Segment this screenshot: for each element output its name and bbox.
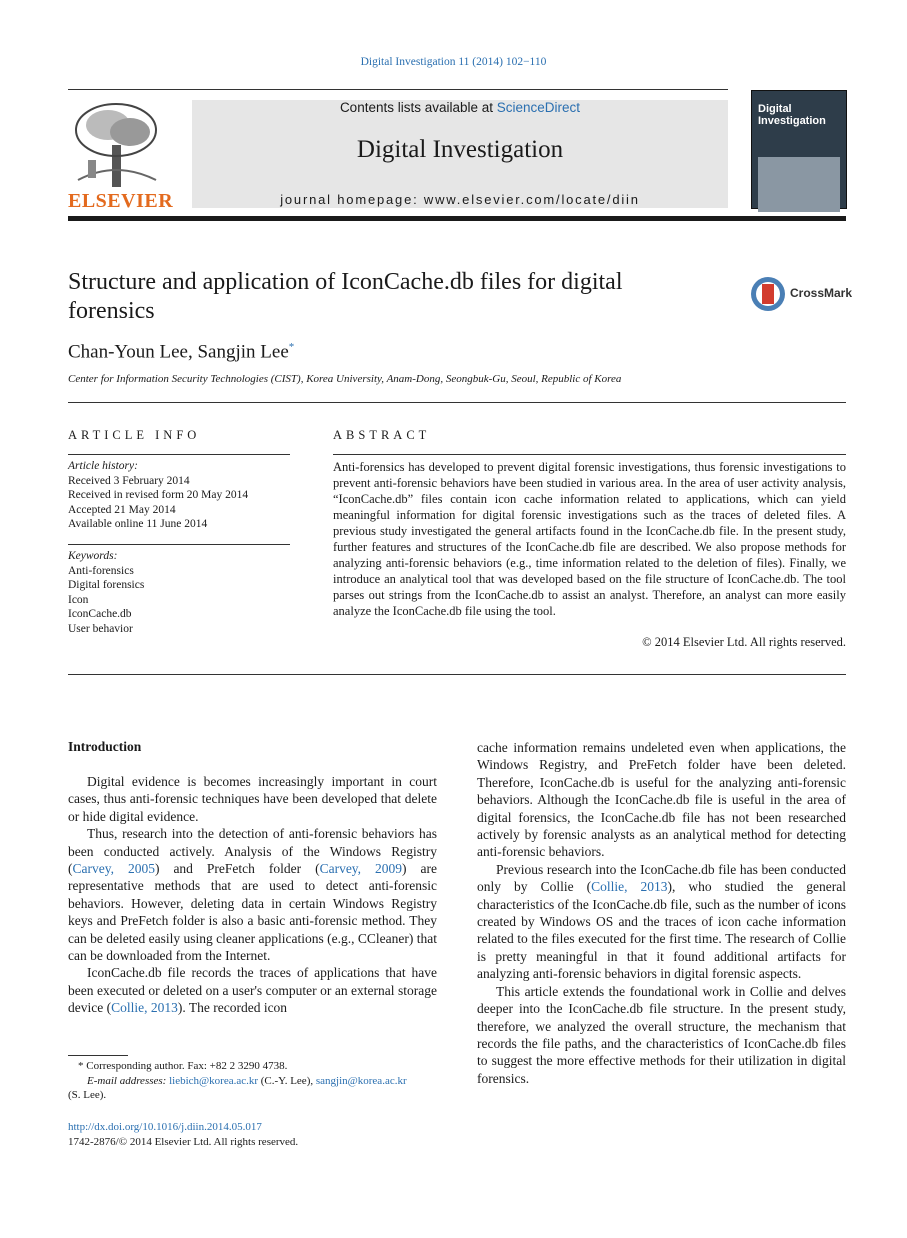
paragraph: This article extends the foundational work in Collie and delves deeper into the IconCache.db file structure. In the present study, therefore, we analyzed the overall structure, the mechanism that records the file paths, and the characteristics of IconCache.db files to suggest the more effective methods for their utilization in digital forensics. (477, 983, 846, 1086)
email-link[interactable]: sangjin@korea.ac.kr (315, 1074, 407, 1087)
sciencedirect-link[interactable]: ScienceDirect (496, 100, 581, 115)
affiliation: Center for Information Security Technologies (CIST), Korea University, Anam-Dong, Seongbuk-Gu, Seoul, Republic of Korea (68, 373, 622, 385)
email-label: E-mail addresses: (87, 1074, 167, 1087)
elsevier-wordmark: ELSEVIER (68, 190, 174, 212)
paragraph (477, 861, 846, 983)
doi-link[interactable]: http://dx.doi.org/10.1016/j.diin.2014.05.017 (68, 1121, 262, 1133)
journal-citation[interactable]: Digital Investigation 11 (2014) 102−110 (360, 56, 547, 68)
email-owner: (S. Lee). (68, 1089, 107, 1101)
reference-link[interactable]: Carvey, 2009 (319, 861, 403, 877)
text-run: ). The recorded icon (177, 1000, 288, 1016)
footnote-rule (68, 1055, 128, 1056)
keyword-item: Anti-forensics (68, 564, 134, 577)
email-owner: (C.-Y. Lee), (260, 1074, 314, 1087)
abstract-heading: ABSTRACT (333, 428, 431, 442)
paragraph: Digital evidence is becomes increasingly important in court cases, thus anti-forensic techniques have been developed that delete or hide digital evidence. (68, 774, 437, 824)
paragraph: cache information remains undeleted even when applications, the Windows Registry, and PreFetch folder have been deleted. Therefore, IconCache.db is useful for the analyzing anti-forensic behaviors. Although the IconCache.db file is useful in the area of digital forensics, the IconCache.db file has not been researched actively by forensic analysts as an analytical method for detecting anti-forensic behaviors. (477, 740, 846, 860)
journal-homepage[interactable]: journal homepage: www.elsevier.com/locate/diin (280, 192, 640, 207)
journal-cover-image (751, 90, 847, 209)
history-item: Received in revised form 20 May 2014 (68, 489, 249, 501)
crossmark-badge[interactable] (750, 276, 853, 312)
contents-line (192, 100, 728, 115)
reference-link[interactable]: Collie, 2013 (111, 1000, 178, 1016)
article-history (68, 459, 290, 532)
footnote-mark: * (78, 1060, 84, 1072)
text-run: IconCache.db file records the traces of applications that have been executed or deleted on a user's computer or an external storage device ( (68, 965, 437, 1016)
corresponding-note (68, 1059, 437, 1074)
reference-link[interactable]: Carvey, 2005 (72, 861, 155, 877)
keywords-rule (68, 544, 290, 545)
crossmark-icon (750, 276, 786, 312)
text-run: ) and PreFetch folder ( (154, 861, 320, 877)
abstract-copyright: © 2014 Elsevier Ltd. All rights reserved. (642, 635, 846, 649)
doi-block (68, 1120, 298, 1149)
header-thick-rule (68, 216, 846, 221)
article-info-heading: ARTICLE INFO (68, 428, 201, 442)
text-run: Thus, research into the detection of anti-forensic behaviors has been conducted actively. Analysis of the Windows Registry ( (68, 826, 437, 877)
section-heading-introduction: Introduction (68, 739, 142, 754)
corresponding-text: Corresponding author. Fax: +82 2 3290 4738. (86, 1060, 288, 1072)
article-info-rule (68, 454, 290, 455)
divider-top (68, 402, 846, 403)
header-divider (68, 89, 728, 90)
authors-text: Chan-Youn Lee, Sangjin Lee (68, 341, 289, 363)
divider-bottom (68, 674, 846, 675)
journal-name: Digital Investigation (356, 136, 564, 163)
history-item: Available online 11 June 2014 (68, 518, 208, 530)
body-column-left (68, 773, 437, 1017)
footnote (68, 1059, 437, 1103)
history-label: Article history: (68, 460, 138, 472)
keyword-item: User behavior (68, 622, 133, 635)
text-run: Previous research into the IconCache.db file has been conducted only by Collie ( (477, 861, 846, 895)
abstract-rule (333, 454, 846, 455)
history-item: Accepted 21 May 2014 (68, 503, 176, 516)
keyword-item: IconCache.db (68, 608, 132, 620)
contents-prefix: Contents lists available at (339, 100, 497, 115)
keyword-item: Icon (68, 593, 89, 606)
text-run: ), who studied the general characteristics of the IconCache.db file, such as the number of icons created by Windows OS and the traces of icon cache information related to the files executed for the first time. The research of Collie is pretty meaningful in that it found additional artifacts for analyzing anti-forensic behaviors in digital forensic aspects. (477, 879, 847, 982)
keywords (68, 549, 290, 636)
crossmark-label: CrossMark (790, 286, 853, 300)
abstract-text: Anti-forensics has developed to prevent digital forensic investigations, thus forensic investigations to prevent anti-forensic behaviors have been studied in various area. In the area of user activity analysis, “IconCache.db” files contain icon cache information related to applications, which can yield meaningful information for digital forensic investigations such as the traces of deleted files. A previous study investigated the general artifacts found in the IconCache.db file. In the present study, further features and structures of the IconCache.db file are described. We also propose methods for analyzing anti-forensic behaviors (e.g., time information related to the deletion of files). Finally, we introduce an analytical tool that was developed based on the file structure of IconCache.db. The tool parses out strings from the IconCache.db to assist an analyst. Therefore, an analyst can more easily analyze the IconCache.db file using the tool. (333, 460, 846, 618)
issn-line: 1742-2876/© 2014 Elsevier Ltd. All rights reserved. (68, 1135, 299, 1148)
keywords-label: Keywords: (68, 550, 118, 562)
paragraph (68, 825, 437, 964)
body-column-right (477, 739, 846, 1087)
cover-title: Digital Investigation (758, 103, 826, 127)
paper-title: Structure and application of IconCache.db files for digital forensics (68, 269, 623, 324)
email-note (68, 1074, 437, 1089)
history-item: Received 3 February 2014 (68, 474, 190, 487)
corresponding-author-mark[interactable]: * (288, 341, 295, 353)
keyword-item: Digital forensics (68, 579, 145, 591)
paragraph (68, 964, 437, 1016)
email-link[interactable]: liebich@korea.ac.kr (169, 1074, 259, 1087)
reference-link[interactable]: Collie, 2013 (591, 879, 668, 895)
text-run: ) are representative methods that are used to detect anti-forensic behaviors. However, deleting data in certain Windows Registry keys and PreFetch folder is also a basic anti-forensic method. They can be deleted easily using cleaner applications (e.g., CCleaner) that can be downloaded from the Internet. (68, 861, 437, 964)
author-list (68, 341, 294, 363)
